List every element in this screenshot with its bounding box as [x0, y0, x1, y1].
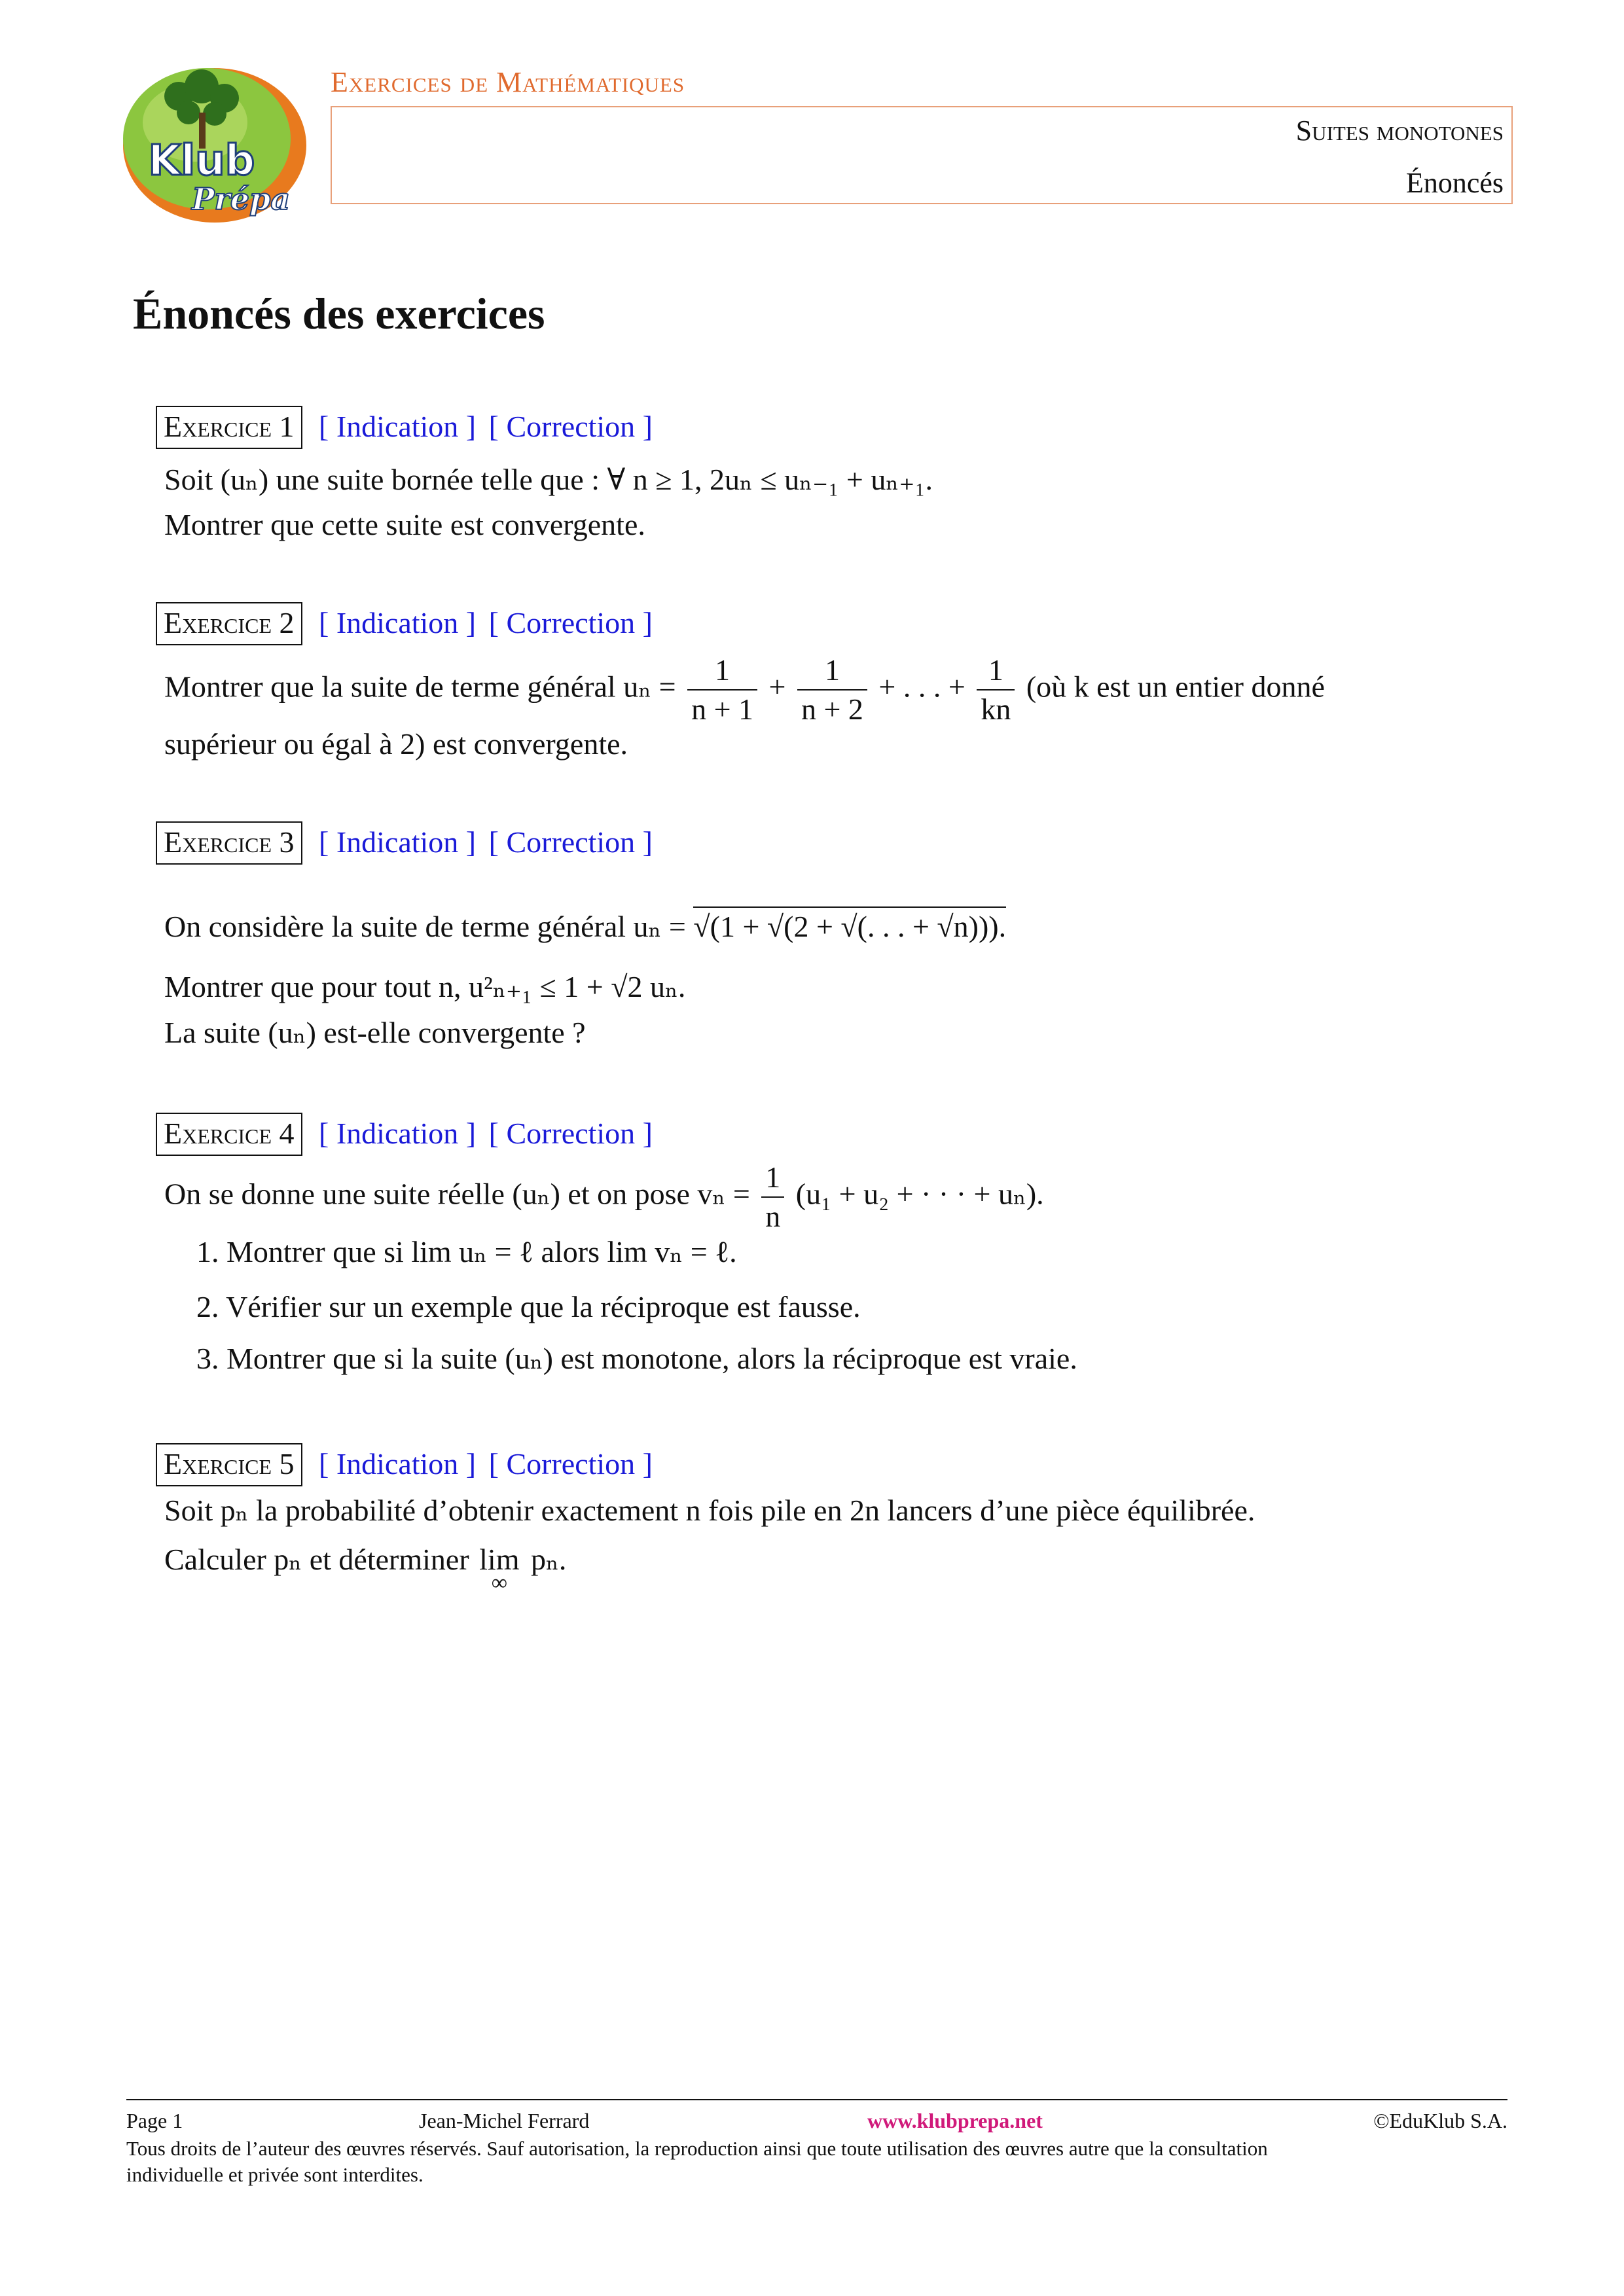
footer-rights-line-1: Tous droits de l’auteur des œuvres réservés. Sauf autorisation, la reproduction ainsi que toute utilisation des œuvres autre que la consultation [126, 2137, 1268, 2160]
exercise-2-label: Exercice 2 [156, 602, 302, 645]
footer-rights-line-2: individuelle et privée sont interdites. [126, 2163, 424, 2186]
item-number: 3. [196, 1342, 219, 1375]
exercise-2-correction-link[interactable]: [ Correction ] [488, 606, 653, 639]
footer-rule [126, 2099, 1507, 2100]
exercise-4-item-1 [196, 1234, 737, 1269]
item-number: 2. [196, 1290, 219, 1323]
fraction-one-over-n [761, 1158, 784, 1236]
exercise-5-question [164, 1541, 567, 1595]
footer-copyright: ©EduKlub S.A. [1373, 2109, 1507, 2132]
exercise-3-heading [156, 821, 653, 865]
logo-text-prepa: Prépa [191, 181, 291, 217]
klubprepa-logo [117, 60, 313, 227]
logo-text-klub: Klub [148, 137, 255, 185]
exercise-2-indication-link[interactable]: [ Indication ] [319, 606, 477, 639]
fraction-3-numerator: 1 [988, 653, 1003, 687]
limit-operator [479, 1542, 520, 1595]
exercise-5-label: Exercice 5 [156, 1443, 302, 1486]
header-series: Exercices de Mathématiques [331, 66, 685, 98]
exercise-5-indication-link[interactable]: [ Indication ] [319, 1447, 477, 1480]
exercise-5-text-prefix: Calculer pₙ et déterminer [164, 1543, 469, 1576]
fraction-numerator: 1 [765, 1160, 781, 1194]
fraction-2-denominator: n + 2 [797, 689, 867, 728]
exercise-4-item-2 [196, 1289, 861, 1324]
fraction-3-denominator: kn [977, 689, 1015, 728]
exercise-3-correction-link[interactable]: [ Correction ] [488, 825, 653, 859]
fraction-3 [977, 651, 1015, 728]
exercise-4-text-prefix: On se donne une suite réelle (uₙ) et on pose vₙ = [164, 1177, 750, 1211]
exercise-4-text-suffix: (u₁ + u₂ + · · · + uₙ). [795, 1177, 1044, 1211]
exercise-4-statement [164, 1158, 1044, 1236]
plus-ellipsis: + . . . + [878, 670, 965, 704]
exercise-4-indication-link[interactable]: [ Indication ] [319, 1117, 477, 1150]
fraction-2-numerator: 1 [824, 653, 840, 687]
limit-subscript: ∞ [491, 1571, 507, 1595]
header-topic: Suites monotones [1295, 115, 1504, 147]
exercise-5-statement: Soit pₙ la probabilité d’obtenir exactement n fois pile en 2n lancers d’une pièce équilibrée. [164, 1494, 1255, 1527]
exercise-1-correction-link[interactable]: [ Correction ] [488, 410, 653, 443]
exercise-3-label: Exercice 3 [156, 821, 302, 865]
exercise-3-question: La suite (uₙ) est-elle convergente ? [164, 1016, 586, 1049]
exercise-5-heading [156, 1443, 653, 1486]
header-section: Énoncés [1405, 167, 1504, 199]
exercise-1-label: Exercice 1 [156, 406, 302, 449]
exercise-2-heading [156, 602, 653, 645]
exercise-2-statement [164, 651, 1325, 728]
exercise-4-item-3 [196, 1340, 1077, 1376]
fraction-denominator: n [761, 1196, 784, 1236]
exercise-1-indication-link[interactable]: [ Indication ] [319, 410, 477, 443]
plus-sign: + [768, 670, 786, 704]
fraction-1-numerator: 1 [715, 653, 731, 687]
page-title: Énoncés des exercices [133, 289, 545, 338]
exercise-1-question: Montrer que cette suite est convergente. [164, 508, 645, 541]
limit-word: lim [479, 1543, 520, 1576]
exercise-3-inequality: Montrer que pour tout n, u²ₙ₊₁ ≤ 1 + √2 uₙ. [164, 970, 686, 1003]
fraction-1-denominator: n + 1 [687, 689, 757, 728]
exercise-1-heading [156, 406, 653, 449]
item-number: 1. [196, 1235, 219, 1268]
fraction-1 [687, 651, 757, 728]
exercise-5-text-suffix: pₙ. [530, 1543, 567, 1576]
exercise-5-correction-link[interactable]: [ Correction ] [488, 1447, 653, 1480]
exercise-1-statement: Soit (uₙ) une suite bornée telle que : ∀ n ≥ 1, 2uₙ ≤ uₙ₋₁ + uₙ₊₁. [164, 463, 933, 496]
exercise-4-heading [156, 1113, 653, 1156]
exercise-3-indication-link[interactable]: [ Indication ] [319, 825, 477, 859]
exercise-4-correction-link[interactable]: [ Correction ] [488, 1117, 653, 1150]
exercise-3-statement [164, 906, 1006, 944]
exercise-4-label: Exercice 4 [156, 1113, 302, 1156]
fraction-2 [797, 651, 867, 728]
item-text: Montrer que si la suite (uₙ) est monotone, alors la réciproque est vraie. [226, 1342, 1077, 1375]
item-text: Montrer que si lim uₙ = ℓ alors lim vₙ = ℓ. [226, 1235, 737, 1268]
footer-url-link[interactable]: www.klubprepa.net [867, 2109, 1043, 2132]
footer-author: Jean-Michel Ferrard [419, 2109, 590, 2132]
nested-radical: √(1 + √(2 + √(. . . + √n))). [693, 906, 1006, 944]
exercise-2-continuation: supérieur ou égal à 2) est convergente. [164, 727, 628, 761]
exercise-3-text-prefix: On considère la suite de terme général uₙ = [164, 910, 686, 943]
item-text: Vérifier sur un exemple que la réciproque est fausse. [226, 1290, 861, 1323]
exercise-2-text-prefix: Montrer que la suite de terme général uₙ = [164, 670, 676, 704]
exercise-2-text-suffix: (où k est un entier donné [1026, 670, 1325, 704]
header-box [331, 106, 1513, 204]
footer-page: Page 1 [126, 2109, 183, 2132]
